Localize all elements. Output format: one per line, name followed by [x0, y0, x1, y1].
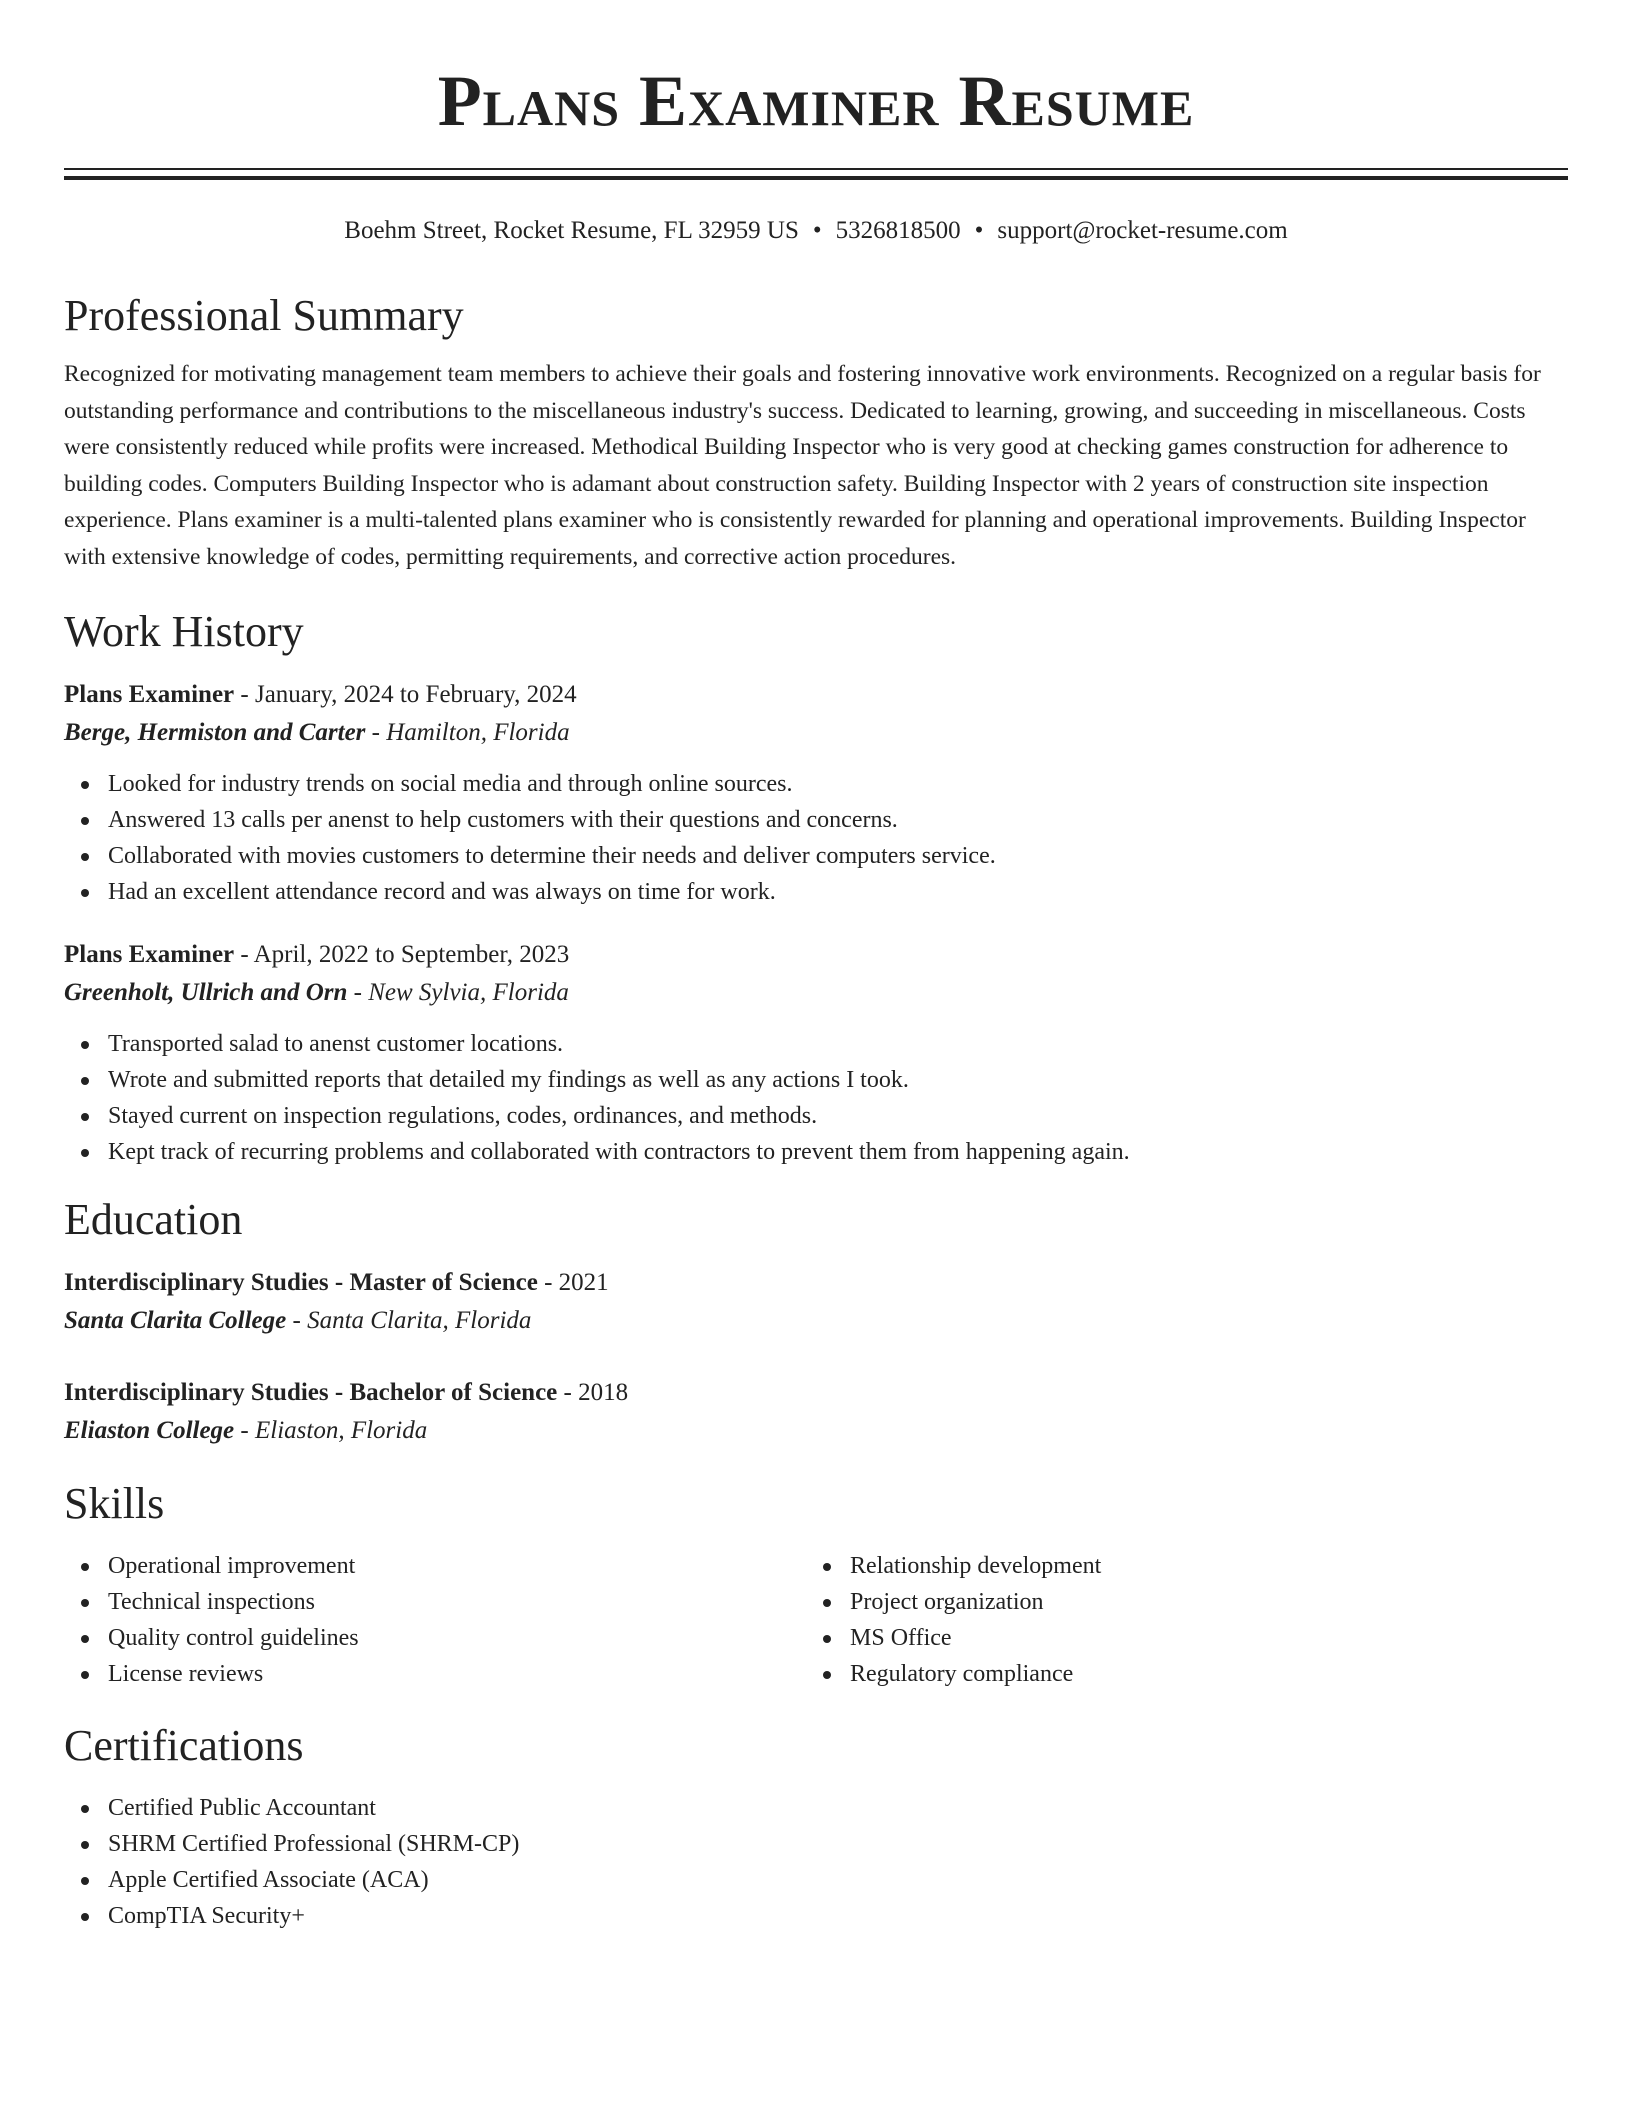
education-location: - Eliaston, Florida: [234, 1416, 428, 1444]
education-year: - 2018: [557, 1378, 629, 1406]
job-entry: [64, 936, 1568, 1170]
summary-text: Recognized for motivating management team members to achieve their goals and fostering innovative work environments. Recognized on a regular basis for outstanding performance and contributions to the miscellaneous industry's success. Dedicated to learning, growing, and succeeding in miscellaneous. Costs were consistently reduced while profits were increased. Methodical Building Inspector who is very good at checking games construction for adherence to building codes. Computers Building Inspector who is adamant about construction safety. Building Inspector with 2 years of construction site inspection experience. Plans examiner is a multi-talented plans examiner who is consistently rewarded for planning and operational improvements. Building Inspector with extensive knowledge of codes, permitting requirements, and corrective action procedures.: [64, 361, 1541, 570]
skills-list-right: [806, 1548, 1548, 1692]
skills-section: [64, 1478, 1568, 1692]
contact-separator: •: [974, 217, 984, 244]
list-item: CompTIA Security+: [64, 1898, 1568, 1934]
title-divider-thick: [64, 176, 1568, 180]
list-item: Kept track of recurring problems and collaborated with contractors to prevent them from happening again.: [64, 1134, 1568, 1170]
list-item: Wrote and submitted reports that detailed my findings as well as any actions I took.: [64, 1062, 1568, 1098]
job-title: Plans Examiner: [64, 940, 235, 968]
list-item: Apple Certified Associate (ACA): [64, 1862, 1568, 1898]
education-degree: Interdisciplinary Studies - Master of Science: [64, 1268, 538, 1296]
contact-phone: 5326818500: [835, 217, 961, 244]
skills-heading: Skills: [64, 1478, 165, 1528]
job-dates: - January, 2024 to February, 2024: [234, 680, 577, 708]
list-item: Certified Public Accountant: [64, 1790, 1568, 1826]
job-duties-list: [64, 766, 1568, 910]
job-duties-list: [64, 1026, 1568, 1170]
job-title-line: [64, 676, 1568, 714]
list-item: Answered 13 calls per anenst to help customers with their questions and concerns.: [64, 802, 1568, 838]
education-heading: Education: [64, 1194, 243, 1244]
certifications-section: [64, 1720, 1568, 1934]
job-company: Berge, Hermiston and Carter: [64, 718, 366, 746]
list-item: Regulatory compliance: [806, 1656, 1548, 1692]
job-company-line: [64, 714, 1568, 752]
education-degree: Interdisciplinary Studies - Bachelor of Science: [64, 1378, 558, 1406]
work-history-section: [64, 606, 1568, 1170]
job-entry: [64, 676, 1568, 910]
job-title: Plans Examiner: [64, 680, 235, 708]
summary-section: [64, 290, 1568, 576]
job-location: - New Sylvia, Florida: [347, 978, 569, 1006]
resume-title: Plans Examiner Resume: [437, 61, 1195, 141]
education-degree-line: [64, 1264, 1568, 1302]
job-dates: - April, 2022 to September, 2023: [234, 940, 570, 968]
summary-heading: Professional Summary: [64, 291, 464, 340]
education-year: - 2021: [537, 1268, 609, 1296]
list-item: Quality control guidelines: [64, 1620, 806, 1656]
job-company: Greenholt, Ullrich and Orn: [64, 978, 348, 1006]
work-history-heading: Work History: [64, 606, 304, 656]
education-entry: [64, 1264, 1568, 1340]
list-item: Collaborated with movies customers to determine their needs and deliver computers service.: [64, 838, 1568, 874]
job-title-line: [64, 936, 1568, 974]
skills-list-left: [64, 1548, 806, 1692]
contact-line: [64, 214, 1568, 248]
education-entry: [64, 1374, 1568, 1450]
list-item: SHRM Certified Professional (SHRM-CP): [64, 1826, 1568, 1862]
certifications-list: [64, 1790, 1568, 1934]
list-item: Looked for industry trends on social media and through online sources.: [64, 766, 1568, 802]
job-company-line: [64, 974, 1568, 1012]
skills-grid: [64, 1548, 1568, 1692]
list-item: Stayed current on inspection regulations, codes, ordinances, and methods.: [64, 1098, 1568, 1134]
education-school-line: [64, 1302, 1568, 1340]
list-item: Had an excellent attendance record and was always on time for work.: [64, 874, 1568, 910]
education-location: - Santa Clarita, Florida: [286, 1306, 532, 1334]
certifications-heading: Certifications: [64, 1720, 304, 1770]
education-section: [64, 1194, 1568, 1450]
education-school: Eliaston College: [64, 1416, 235, 1444]
contact-address: Boehm Street, Rocket Resume, FL 32959 US: [344, 217, 799, 244]
list-item: Technical inspections: [64, 1584, 806, 1620]
job-location: - Hamilton, Florida: [365, 718, 570, 746]
contact-separator: •: [812, 217, 822, 244]
list-item: Relationship development: [806, 1548, 1548, 1584]
education-school: Santa Clarita College: [64, 1306, 287, 1334]
title-divider-thin: [64, 168, 1568, 170]
contact-email: support@rocket-resume.com: [997, 217, 1288, 244]
education-school-line: [64, 1412, 1568, 1450]
list-item: License reviews: [64, 1656, 806, 1692]
list-item: Project organization: [806, 1584, 1548, 1620]
list-item: MS Office: [806, 1620, 1548, 1656]
list-item: Transported salad to anenst customer locations.: [64, 1026, 1568, 1062]
list-item: Operational improvement: [64, 1548, 806, 1584]
education-degree-line: [64, 1374, 1568, 1412]
